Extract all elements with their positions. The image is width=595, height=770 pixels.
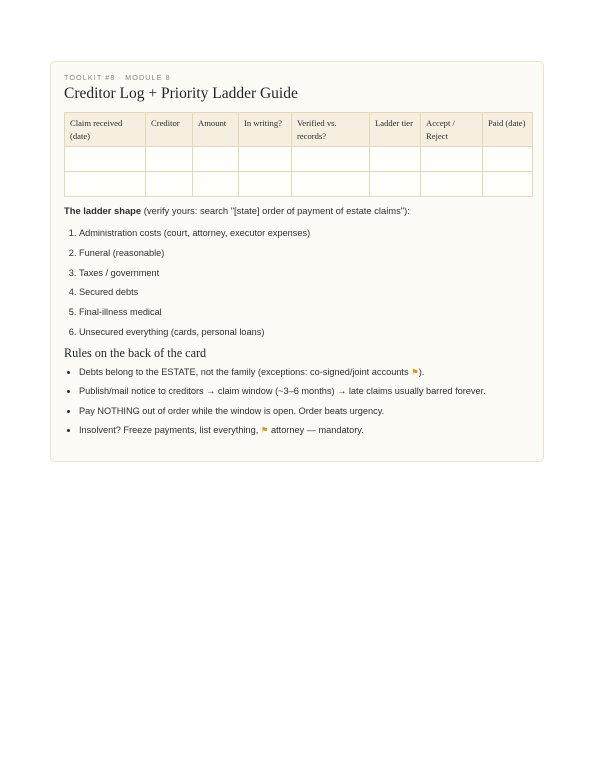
list-item (79, 366, 530, 378)
table-row (65, 147, 533, 172)
ladder-intro (64, 205, 530, 217)
list-item: 2. Funeral (reasonable) (79, 247, 530, 259)
rule-text: attorney — mandatory. (268, 425, 364, 436)
column-header: Paid (date) (483, 113, 533, 147)
creditor-log-table (64, 112, 533, 197)
column-header: Ladder tier (370, 113, 421, 147)
table-cell[interactable] (193, 147, 239, 172)
table-cell[interactable] (421, 147, 483, 172)
table-cell[interactable] (146, 147, 193, 172)
column-header: Accept / Reject (421, 113, 483, 147)
ladder-label: The ladder shape (64, 205, 142, 216)
column-header: Creditor (146, 113, 193, 147)
list-item (79, 424, 530, 436)
table-row (65, 172, 533, 197)
table-cell[interactable] (292, 172, 370, 197)
table-cell[interactable] (370, 147, 421, 172)
rule-text: ). (418, 366, 425, 377)
table-header-row (65, 113, 533, 147)
table-cell[interactable] (65, 147, 146, 172)
rule-text: Pay NOTHING out of order while the window is open. Order beats urgency. (79, 405, 385, 416)
table-cell[interactable] (421, 172, 483, 197)
column-header: In writing? (239, 113, 292, 147)
ladder-note: (verify yours: search "[state] order of payment of estate claims"): (141, 205, 410, 216)
flag-icon: ⚑ (411, 366, 419, 377)
page-title: Creditor Log + Priority Ladder Guide (64, 85, 298, 102)
table-cell[interactable] (146, 172, 193, 197)
list-item: 4. Secured debts (79, 286, 530, 298)
table-cell[interactable] (292, 147, 370, 172)
table-cell[interactable] (193, 172, 239, 197)
column-header: Amount (193, 113, 239, 147)
eyebrow-label: TOOLKIT #8 · MODULE 8 (64, 73, 171, 82)
list-item: 3. Taxes / government (79, 267, 530, 279)
priority-ladder-list (64, 227, 530, 338)
list-item: 1. Administration costs (court, attorney, executor expenses) (79, 227, 530, 239)
table-cell[interactable] (483, 147, 533, 172)
list-item (79, 385, 530, 397)
guide-card (50, 61, 544, 462)
table-cell[interactable] (239, 172, 292, 197)
table-cell[interactable] (65, 172, 146, 197)
table-cell[interactable] (370, 172, 421, 197)
table-cell[interactable] (483, 172, 533, 197)
list-item: 5. Final-illness medical (79, 306, 530, 318)
rule-text: Debts belong to the ESTATE, not the family (exceptions: co-signed/joint accounts (79, 366, 412, 377)
rules-list (64, 366, 530, 436)
column-header: Claim received (date) (65, 113, 146, 147)
list-item (79, 405, 530, 417)
column-header: Verified vs. records? (292, 113, 370, 147)
rule-text: Insolvent? Freeze payments, list everything, (79, 425, 261, 436)
flag-icon: ⚑ (260, 425, 269, 436)
rules-heading: Rules on the back of the card (64, 345, 207, 360)
rule-text: Publish/mail notice to creditors → claim window (~3–6 months) → late claims usually barred forever. (79, 386, 486, 397)
table-cell[interactable] (239, 147, 292, 172)
list-item: 6. Unsecured everything (cards, personal loans) (79, 326, 530, 338)
